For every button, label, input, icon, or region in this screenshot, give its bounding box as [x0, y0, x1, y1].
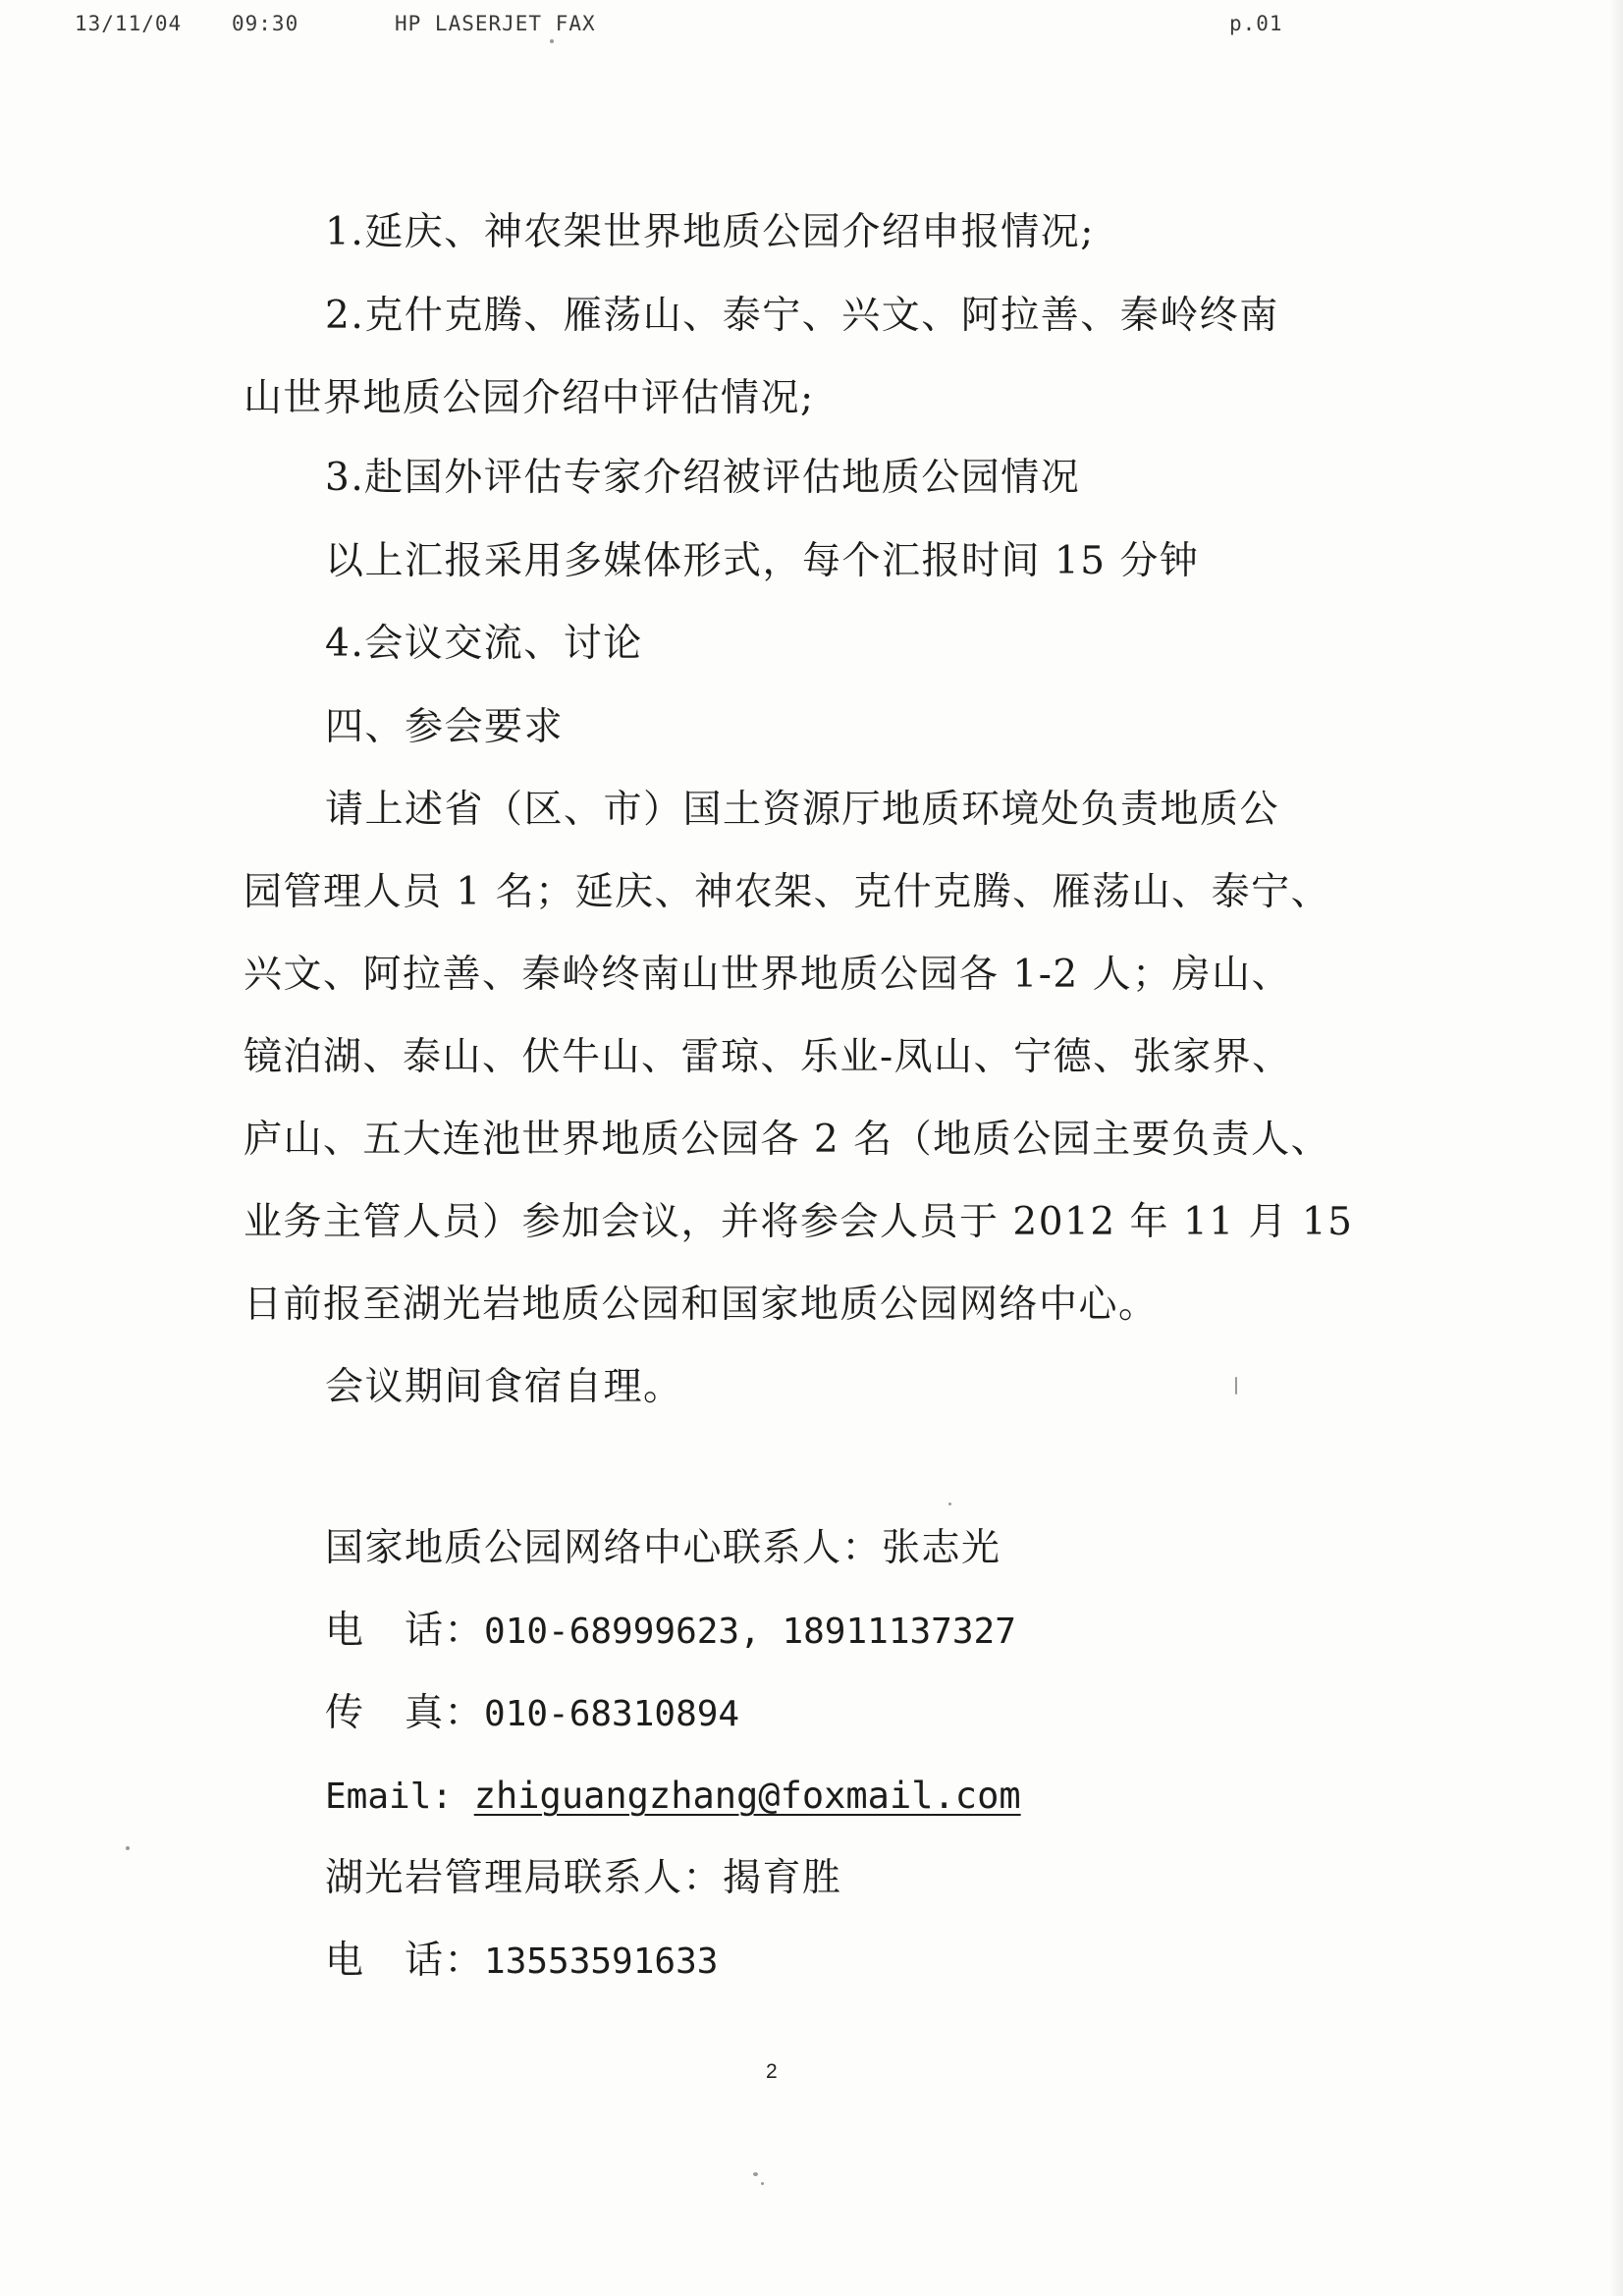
scan-speck — [753, 2172, 758, 2176]
email-row — [325, 1772, 1021, 1822]
fax-date: 13/11/04 — [75, 12, 183, 35]
fax-time: 09:30 — [232, 12, 299, 35]
scan-speck — [126, 1846, 130, 1850]
agenda-item-2: 2.克什克腾、雁荡山、泰宁、兴文、阿拉善、秦岭终南 — [325, 294, 1279, 338]
agenda-item-1: 1.延庆、神农架世界地质公园介绍申报情况; — [325, 210, 1095, 254]
fax-label: 传 真： — [325, 1691, 485, 1735]
requirements-paragraph-line: 镜泊湖、泰山、伏牛山、雷琼、乐业-凤山、宁德、张家界、 — [243, 1035, 1292, 1079]
scan-speck — [550, 39, 554, 43]
report-format-note: 以上汇报采用多媒体形式，每个汇报时间 15 分钟 — [325, 539, 1200, 583]
phone-value: 010-68999623, 18911137327 — [484, 1612, 1016, 1652]
email-link[interactable]: zhiguangzhang@foxmail.com — [473, 1775, 1021, 1817]
agenda-item-3: 3.赴国外评估专家介绍被评估地质公园情况 — [325, 456, 1081, 500]
network-contact: 国家地质公园网络中心联系人：张志光 — [325, 1526, 1001, 1570]
section-heading-requirements: 四、参会要求 — [325, 705, 565, 749]
phone2-row — [325, 1937, 718, 1987]
meals-lodging-note: 会议期间食宿自理。 — [325, 1365, 683, 1409]
requirements-paragraph-line: 兴文、阿拉善、秦岭终南山世界地质公园各 1-2 人；房山、 — [243, 953, 1292, 997]
fax-row — [325, 1689, 739, 1739]
fax-value: 010-68310894 — [484, 1694, 740, 1734]
huguangyan-contact: 湖光岩管理局联系人：揭育胜 — [325, 1856, 842, 1900]
fax-page: p.01 — [1229, 12, 1283, 35]
scan-speck — [1235, 1377, 1237, 1394]
email-label: Email: — [325, 1777, 474, 1817]
phone2-label: 电 话： — [325, 1939, 485, 1983]
phone-row — [325, 1607, 1016, 1657]
scan-edge-shadow — [1609, 0, 1623, 2296]
page-number: 2 — [766, 2060, 778, 2083]
requirements-paragraph-line: 请上述省（区、市）国土资源厅地质环境处负责地质公 — [325, 788, 1280, 832]
fax-device: HP LASERJET FAX — [395, 12, 596, 35]
requirements-paragraph-line: 日前报至湖光岩地质公园和国家地质公园网络中心。 — [243, 1283, 1159, 1327]
requirements-paragraph-line: 园管理人员 1 名；延庆、神农架、克什克腾、雁荡山、泰宁、 — [243, 870, 1331, 914]
requirements-paragraph-line: 庐山、五大连池世界地质公园各 2 名（地质公园主要负责人、 — [243, 1118, 1331, 1162]
phone-label: 电 话： — [325, 1609, 485, 1653]
requirements-paragraph-line: 业务主管人员）参加会议，并将参会人员于 2012 年 11 月 15 — [243, 1200, 1354, 1244]
scan-speck — [948, 1503, 951, 1505]
scan-speck — [761, 2182, 764, 2185]
agenda-item-4: 4.会议交流、讨论 — [325, 622, 643, 666]
agenda-item-2-cont: 山世界地质公园介绍中评估情况; — [243, 376, 815, 420]
phone2-value: 13553591633 — [484, 1941, 719, 1982]
